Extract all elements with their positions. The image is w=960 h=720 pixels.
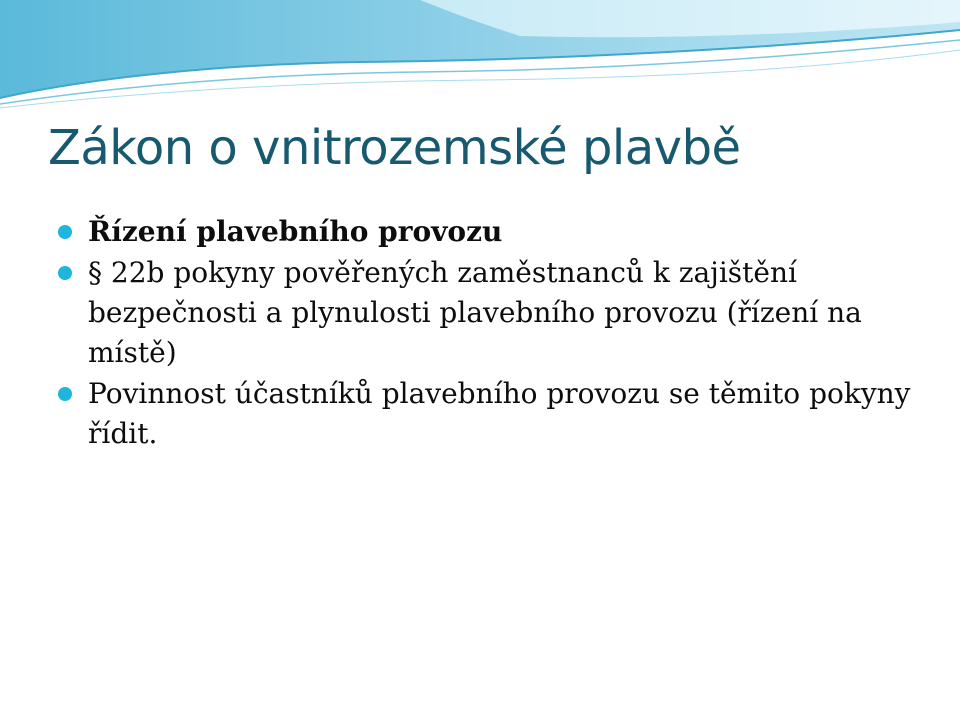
- list-item: [58, 212, 918, 252]
- decorative-wave-header: [0, 0, 960, 110]
- bullet-dot-icon: [58, 387, 72, 401]
- bullet-text: Řízení plavebního provozu: [88, 215, 503, 248]
- list-item: [58, 374, 918, 454]
- list-item: [58, 253, 918, 373]
- bullet-dot-icon: [58, 266, 72, 280]
- bullet-dot-icon: [58, 225, 72, 239]
- bullet-list: [58, 212, 918, 455]
- bullet-text: § 22b pokyny pověřených zaměstnanců k zajištění bezpečnosti a plynulosti plavebního provozu (řízení na místě): [88, 256, 862, 369]
- bullet-text: Povinnost účastníků plavebního provozu se těmito pokyny řídit.: [88, 377, 911, 450]
- slide-title: Zákon o vnitrozemské plavbě: [48, 120, 741, 176]
